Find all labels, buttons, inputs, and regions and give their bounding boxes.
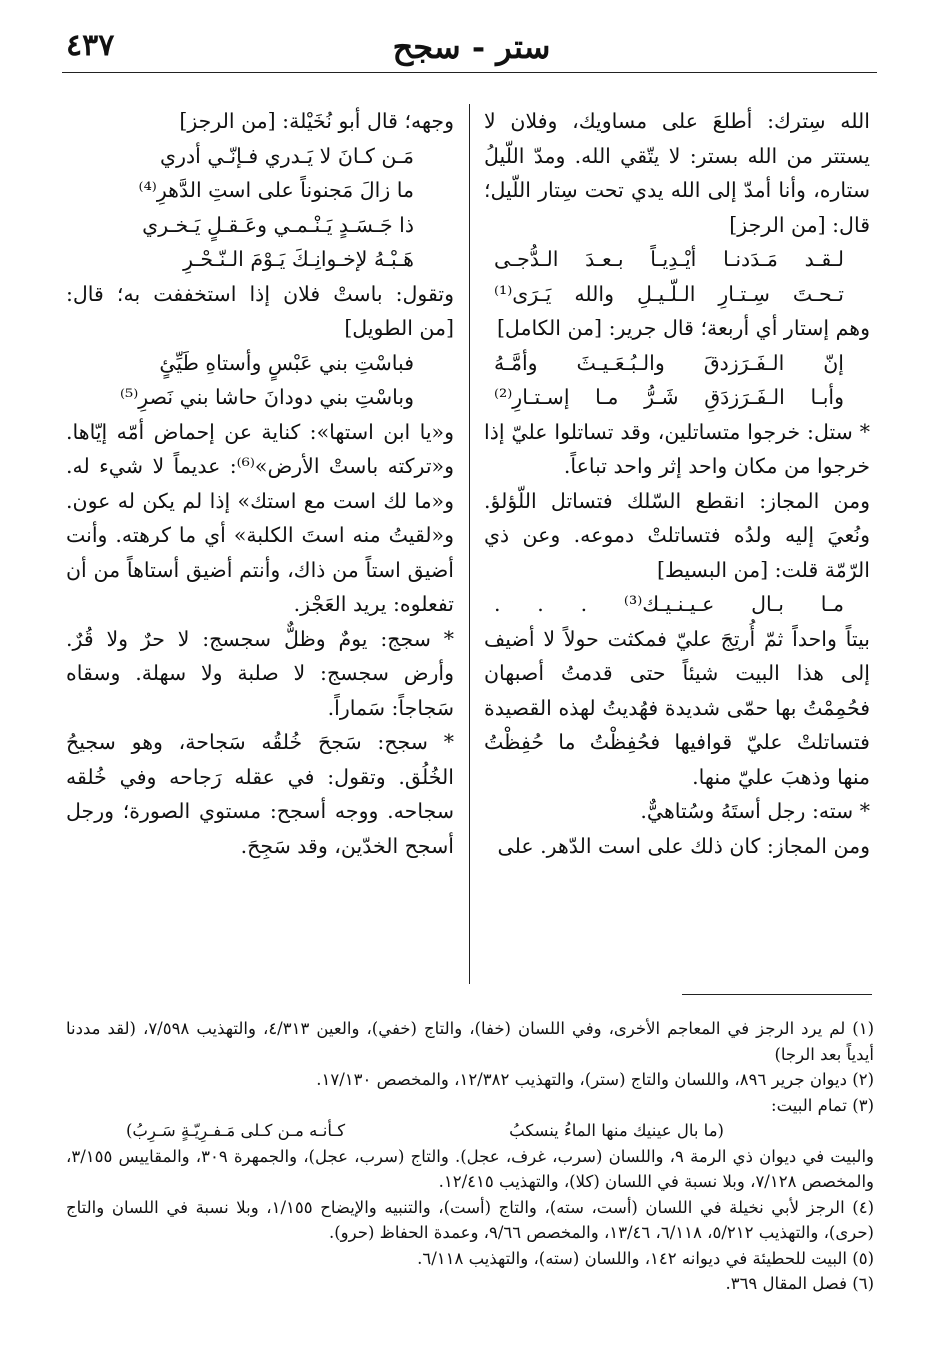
paragraph: ومن المجاز: انقطع السّلك فتساتل اللّؤلؤ. ونُعيَ إليه ولدُه فتساتلتْ دموعه. وعن ذي الرّمّة قلت: [من البسيط] bbox=[484, 488, 870, 582]
footnote: (٦) فصل المقال ٣٦٩. bbox=[725, 1274, 874, 1293]
footnote: (١) لم يرد الرجز في المعاجم الأخرى، وفي اللسان (خفا)، والتاج (خفي)، والعين ٤/٣١٣، والتهذيب ٧/٥٩٨، (لقد مددنا أيدياً بعد الرجا) bbox=[66, 1019, 875, 1064]
column-divider bbox=[469, 104, 470, 984]
footnote: والبيت في ديوان ذي الرمة ٩، واللسان (سرب، غرف، عجل). والتاج (سرب، عجل)، والجمهرة ٣٠٩، والمقاييس ٣/١٥٥، والمخصص ٧/١٢٨، وبلا نسبة في اللسان (كلا)، والتهذيب ١٢/٤١٥. bbox=[66, 1146, 875, 1191]
footnote-verse bbox=[66, 1118, 874, 1144]
verse-line: مَـن كـانَ لا يَـدري فـإنّـي أدري bbox=[160, 143, 414, 168]
paragraph: وهم إستار أي أربعة؛ قال جرير: [من الكامل] bbox=[496, 316, 870, 340]
verse-line: هَـبْـهُ لإخـوانِـكَ يَـوْمَ الـنّـحْـرِ bbox=[183, 247, 414, 271]
verse-line: وأبـا الـفَـرَزدَقِ شَـرُّ مـا إسـتـارِ⁽²⁾ bbox=[494, 385, 844, 409]
entry-satl: * ستل: خرجوا متساتلين، وقد تساتلوا عليّ إذا خرجوا من مكان واحد إثر واحد تباعاً. bbox=[484, 419, 870, 478]
entry-sajj: * سجج: يومٌ وظلٌّ سجسج: لا حرٌ ولا قُرٌ. وأرض سجسج: لا صلبة ولا سهلة. وسقاه سَجاجاً: سَماراً. bbox=[66, 626, 454, 720]
footnote-rule bbox=[682, 994, 872, 995]
page-number: ٤٣٧ bbox=[66, 28, 115, 63]
verse-line: وباسْتِ بني دودانَ حاشا بني نَصرِ⁽⁵⁾ bbox=[119, 385, 414, 409]
entry-sath: * سته: رجل أستَهُ وسُتاهيٌّ. bbox=[640, 799, 870, 823]
verse-line: فباسْتِ بني عَبْسٍ وأستاهِ طَيِّئٍ bbox=[159, 350, 414, 375]
page-title: ستر - سجح bbox=[392, 28, 551, 66]
paragraph: وجهه؛ قال أبو نُخَيْلة: [من الرجز] bbox=[179, 109, 454, 133]
verse-line: تـحـتَ سِـتـارِ الـلّـيـلِ والله يَـرَى⁽¹⁾ bbox=[494, 281, 844, 306]
footnote: (٤) الرجز لأبي نخيلة في اللسان (أست، سته)، والتاج (أست)، والتنبيه والإيضاح ١/١٥٥، وبلا نسبة في اللسان والتاج (حرى)، والتهذيب ٥/٢١٢، ٦/١١٨، ١٣/٤٦، والمخصص ٩/٦٦، وعمدة الحفاظ (حرو). bbox=[66, 1197, 874, 1242]
left-column bbox=[66, 104, 454, 863]
footnote: (٢) ديوان جرير ٨٩٦، واللسان والتاج (ستر)، والتهذيب ١٢/٣٨٢، والمخصص ١٧/١٣٠. bbox=[316, 1070, 874, 1089]
header-rule bbox=[62, 72, 877, 73]
paragraph: الله سِترك: أطلعَ على مساويك، وفلان لا يستتر من الله بستر: لا يتّقي الله. ومدّ اللّيلُ ستاره، وأنا أمدّ إلى الله يدي تحت سِتار اللّيل؛ قال: [من الرجز] bbox=[484, 109, 870, 237]
paragraph: و«يا ابن استها»: كناية عن إحماض أمّه إيّاها. و«تركته باستْ الأرض»⁽⁶⁾: عديماً لا شيء له. و«ما لك است مع استك» إذا لم يكن له عون. و«لقيتُ منه استَ الكلبة» أي ما كرهته. وأنت أضيق استاً من ذاك، وأنتم أضيق أستاهاً من أن تفعلوه: يريد العَجْز. bbox=[66, 419, 454, 616]
footnote: (٣) تمام البيت: bbox=[771, 1095, 874, 1115]
right-column bbox=[484, 104, 870, 863]
verse-line: ذا جَـسَـدٍ يَـنْـمـي وعَـقـلٍ يَـخـري bbox=[142, 212, 414, 237]
footnote-verse-hemistich: كـأنـه مـن كـلى مَـفـرِيّـةٍ سَـرِبُ) bbox=[126, 1121, 346, 1140]
footnote: (٥) البيت للحطيئة في ديوانه ١٤٢، واللسان (سته)، والتهذيب ٦/١١٨. bbox=[417, 1248, 874, 1268]
footnotes bbox=[66, 1016, 874, 1297]
paragraph: وتقول: باستْ فلان إذا استخففت به؛ قال: [من الطويل] bbox=[66, 281, 454, 340]
verse-line: مـا بـال عـيـنـيـك⁽³⁾ . . . bbox=[494, 592, 844, 616]
paragraph: بيتاً واحداً ثمّ أُرتِجَ عليّ فمكثت حولاً لا أضيف إلى هذا البيت شيئاً حتى قدمتُ أصبهان فحُمِمْتُ بها حمّى شديدة فهُديتُ لهذه القصيدة فتساتلتْ عليّ قوافيها فحُفِظْتُ ما حُفِظْتُ منها وذهبَ عليّ منها. bbox=[484, 626, 870, 789]
paragraph: ومن المجاز: كان ذلك على است الدّهر. على bbox=[497, 833, 870, 858]
verse-line: لـقـد مَـدَدنـا أيْـدِيـاً بـعـدَ الـدُّجـى bbox=[494, 247, 844, 271]
footnote-verse-hemistich: (ما بال عينيك منها الماءُ ينسكبُ bbox=[509, 1121, 724, 1140]
verse-line: إنّ الـفَـرَزدقَ والـبُـعَـيـثَ وأمَّـهُ bbox=[494, 350, 844, 375]
entry-sajh: * سجح: سَجحَ خُلقُه سَجاحة، وهو سجيحُ الخُلُق. وتقول: في عقله رَجاحه وفي خُلقه سجاحه. ووجه أسجح: مستوي الصورة؛ ورجل أسجح الخدّين، وقد سَجِحَ. bbox=[66, 730, 454, 858]
verse-line: ما زالَ مَجنوناً على استِ الدَّهرِ⁽⁴⁾ bbox=[138, 178, 414, 202]
